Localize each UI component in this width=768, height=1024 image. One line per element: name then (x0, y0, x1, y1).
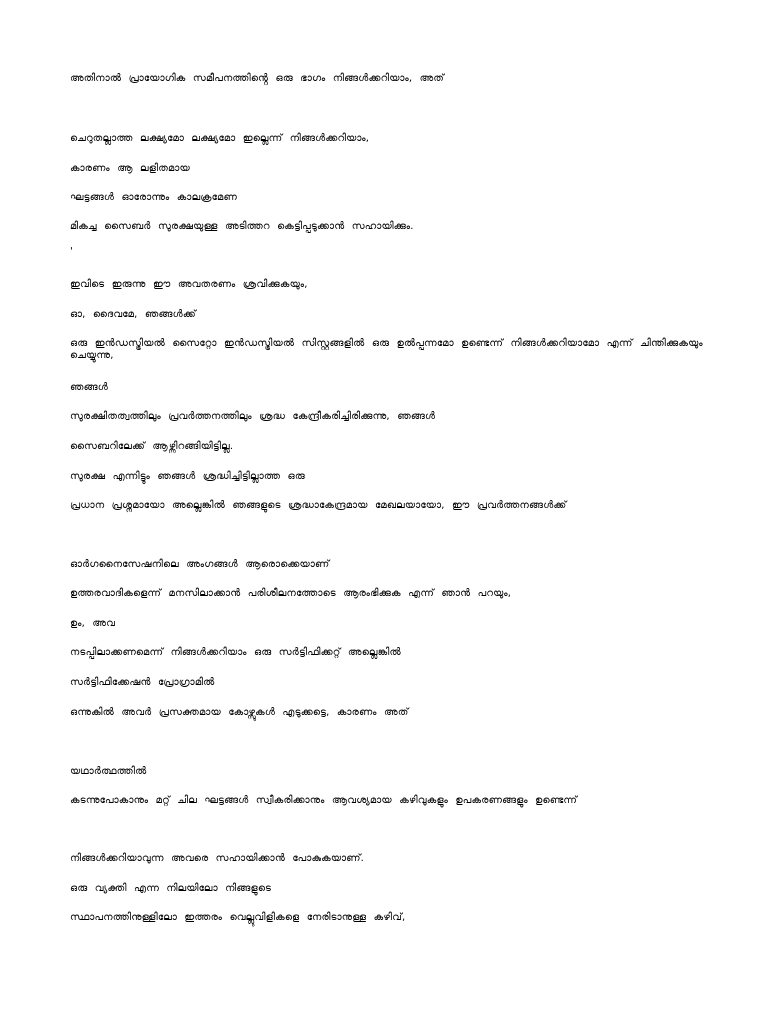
text-line-6: ' (70, 246, 73, 257)
text-line-7: ഇവിടെ ഇരുന്നു ഈ അവതരണം ശ്രവിക്കുകയും, (70, 279, 308, 290)
text-line-1: അതിനാൽ പ്രായോഗിക സമീപനത്തിൻ്റെ ഒരു ഭാഗം നിങ്ങൾക്കറിയാം, അത് (70, 73, 445, 84)
text-line-3: കാരണം ആ ലളിതമായ (70, 163, 190, 174)
text-line-13: സുരക്ഷ എന്നിട്ടും ഞങ്ങൾ ശ്രദ്ധിച്ചിട്ടില്ലാത്ത ഒരു (70, 471, 305, 482)
text-line-20: ഒന്നുകിൽ അവർ പ്രസക്തമായ കോഴ്സുകൾ എടുക്കട്ടെ, കാരണം അത് (70, 707, 409, 718)
text-line-24: ഒരു വ്യക്തി എന്ന നിലയിലോ നിങ്ങളുടെ (70, 883, 272, 894)
text-line-8: ഓ, ദൈവമേ, ഞങ്ങൾക്ക് (70, 309, 196, 320)
text-line-4: ഘട്ടങ്ങൾ ഓരോന്നും കാലക്രമേണ (70, 192, 237, 203)
text-line-15: ഓർഗനൈസേഷനിലെ അംഗങ്ങൾ ആരൊക്കെയാണ് (70, 559, 330, 570)
text-line-25: സ്ഥാപനത്തിനുള്ളിലോ ഇത്തരം വെല്ലുവിളികളെ നേരിടാനുള്ള കഴിവ്, (70, 912, 406, 923)
text-line-18: നടപ്പിലാക്കണമെന്ന് നിങ്ങൾക്കറിയാം ഒരു സർട്ടിഫിക്കറ്റ് അല്ലെങ്കിൽ (70, 647, 401, 658)
text-line-12: സൈബറിലേക്ക് ആഴ്ന്നിറങ്ങിയിട്ടില്ല. (70, 441, 234, 452)
text-line-5: മികച്ച സൈബർ സുരക്ഷയുള്ള അടിത്തറ കെട്ടിപ്പടുക്കാൻ സഹായിക്കും. (70, 221, 414, 232)
text-line-9: ഒരു ഇൻഡസ്ട്രിയൽ സൈറ്റോ ഇൻഡസ്ട്രിയൽ സിസ്റ്റങ്ങളിൽ ഒരു ഉൽപ്പന്നമോ ഉണ്ടെന്ന് നിങ്ങൾക്കറിയാമോ എന്ന് ചിന്തിക്കുകയും ചെയ്യുന്നു, (70, 338, 703, 361)
text-line-16: ഉത്തരവാദികളെന്ന് മനസിലാക്കാൻ പരിശീലനത്തോടെ ആരംഭിക്കുക എന്ന് ഞാൻ പറയും, (70, 588, 512, 599)
text-line-10: ഞങ്ങൾ (70, 382, 109, 393)
text-line-23: നിങ്ങൾക്കറിയാവുന്ന അവരെ സഹായിക്കാൻ പോകുകയാണ്. (70, 853, 365, 864)
text-line-14: പ്രധാന പ്രശ്നമായോ അല്ലെങ്കിൽ ഞങ്ങളുടെ ശ്രദ്ധാകേന്ദ്രമായ മേഖലയായോ, ഈ പ്രവർത്തനങ്ങൾക്ക് (70, 500, 567, 511)
text-line-19: സർട്ടിഫിക്കേഷൻ പ്രോഗ്രാമിൽ (70, 677, 215, 688)
text-line-17: ഉം, അവ (70, 618, 116, 629)
text-line-2: ചെറുതല്ലാത്ത ലക്ഷ്യമോ ലക്ഷ്യമോ ഇല്ലെന്ന് നിങ്ങൾക്കറിയാം, (70, 133, 370, 144)
text-line-11: സുരക്ഷിതത്വത്തിലും പ്രവർത്തനത്തിലും ശ്രദ്ധ കേന്ദ്രീകരിച്ചിരിക്കുന്നു, ഞങ്ങൾ (70, 411, 436, 422)
text-line-21: യഥാർത്ഥത്തിൽ (70, 766, 147, 777)
text-line-22: കടന്നുപോകാനും മറ്റ് ചില ഘട്ടങ്ങൾ സ്വീകരിക്കാനും ആവശ്യമായ കഴിവുകളും ഉപകരണങ്ങളും ഉണ്ടെന്ന് (70, 795, 578, 806)
